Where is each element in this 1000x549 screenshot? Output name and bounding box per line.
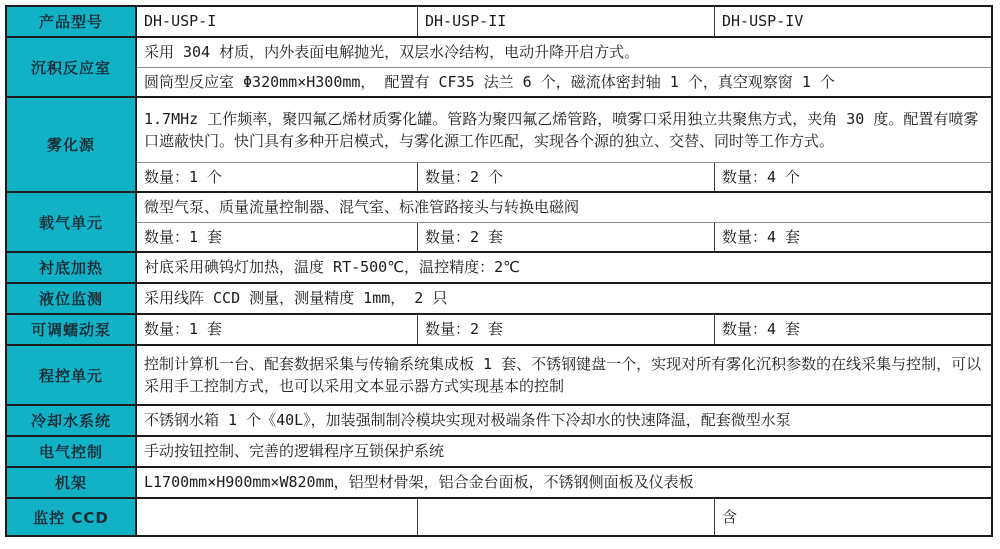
atomization-source-description: 1.7MHz 工作频率，聚四氟乙烯材质雾化罐。管路为聚四氟乙烯管路，喷雾口采用独立共聚焦方式，夹角 30 度。配置有喷雾口遮蔽快门。快门具有多种开启模式，与雾化源工作匹配，实现各个源的独立、交替、同时等工作方式。 bbox=[144, 109, 979, 150]
row-liquid-level-monitor bbox=[7, 282, 991, 313]
row-header-carrier-gas-unit: 载气单元 bbox=[7, 193, 137, 251]
row-program-control-unit bbox=[7, 344, 991, 404]
electrical-control-description: 手动按钮控制、完善的逻辑程序互锁保护系统 bbox=[144, 442, 445, 461]
product-model-usp1: DH-USP-I bbox=[137, 7, 418, 36]
row-header-adjustable-peristaltic-pump: 可调蠕动泵 bbox=[7, 315, 137, 344]
peristaltic-pump-qty-usp2: 数量：2 套 bbox=[418, 315, 715, 344]
row-product-model bbox=[7, 7, 991, 36]
carrier-gas-unit-qty-usp2: 数量：2 套 bbox=[418, 223, 715, 251]
monitoring-ccd-usp1 bbox=[137, 499, 418, 535]
row-header-frame-rack: 机架 bbox=[7, 468, 137, 497]
row-adjustable-peristaltic-pump bbox=[7, 313, 991, 344]
monitoring-ccd-usp2 bbox=[418, 499, 715, 535]
carrier-gas-unit-description: 微型气泵、质量流量控制器、混气室、标准管路接头与转换电磁阀 bbox=[144, 198, 580, 217]
row-frame-rack bbox=[7, 466, 991, 497]
row-monitoring-ccd bbox=[7, 497, 991, 535]
liquid-level-monitor-description: 采用线阵 CCD 测量，测量精度 1mm， 2 只 bbox=[144, 289, 448, 308]
carrier-gas-unit-qty-usp4: 数量：4 套 bbox=[722, 227, 801, 246]
row-header-monitoring-ccd: 监控 CCD bbox=[7, 499, 137, 535]
row-cooling-water-system bbox=[7, 404, 991, 435]
row-deposition-chamber bbox=[7, 36, 991, 96]
cooling-water-system-description: 不锈钢水箱 1 个《40L》，加装强制制冷模块实现对极端条件下冷却水的快速降温，配套微型水泵 bbox=[144, 411, 791, 430]
atomization-source-qty-usp1: 数量：1 个 bbox=[137, 163, 418, 191]
row-header-substrate-heating: 衬底加热 bbox=[7, 253, 137, 282]
row-header-electrical-control: 电气控制 bbox=[7, 437, 137, 466]
monitoring-ccd-usp4: 含 bbox=[722, 507, 738, 526]
row-header-product-model: 产品型号 bbox=[7, 7, 137, 36]
row-atomization-source bbox=[7, 96, 991, 191]
atomization-source-qty-usp4: 数量：4 个 bbox=[722, 167, 801, 186]
row-electrical-control bbox=[7, 435, 991, 466]
atomization-source-qty-usp2: 数量：2 个 bbox=[418, 163, 715, 191]
row-header-program-control-unit: 程控单元 bbox=[7, 346, 137, 404]
product-model-usp2: DH-USP-II bbox=[418, 7, 715, 36]
frame-rack-description: L1700mm×H900mm×W820mm，铝型材骨架，铝合金台面板，不锈钢侧面板及仪表板 bbox=[144, 473, 694, 492]
product-spec-table bbox=[5, 5, 993, 537]
row-substrate-heating bbox=[7, 251, 991, 282]
deposition-chamber-dimensions: 圆筒型反应室 Φ320mm×H300mm， 配置有 CF35 法兰 6 个，磁流体密封轴 1 个，真空观察窗 1 个 bbox=[144, 72, 835, 91]
peristaltic-pump-qty-usp1: 数量：1 套 bbox=[137, 315, 418, 344]
row-header-deposition-chamber: 沉积反应室 bbox=[7, 38, 137, 96]
row-header-atomization-source: 雾化源 bbox=[7, 98, 137, 191]
substrate-heating-description: 衬底采用碘钨灯加热，温度 RT-500℃，温控精度：2℃ bbox=[144, 258, 520, 277]
carrier-gas-unit-qty-usp1: 数量：1 套 bbox=[137, 223, 418, 251]
row-header-cooling-water-system: 冷却水系统 bbox=[7, 406, 137, 435]
product-model-usp4: DH-USP-IV bbox=[722, 12, 804, 31]
deposition-chamber-material: 采用 304 材质，内外表面电解抛光，双层水冷结构，电动升降开启方式。 bbox=[144, 43, 640, 62]
peristaltic-pump-qty-usp4: 数量：4 套 bbox=[722, 320, 801, 339]
row-header-liquid-level-monitor: 液位监测 bbox=[7, 284, 137, 313]
row-carrier-gas-unit bbox=[7, 191, 991, 251]
program-control-unit-description: 控制计算机一台、配套数据采集与传输系统集成板 1 套、不锈钢键盘一个，实现对所有雾化沉积参数的在线采集与控制，可以采用手工控制方式，也可以采用文本显示器方式实现基本的控制 bbox=[144, 354, 982, 395]
